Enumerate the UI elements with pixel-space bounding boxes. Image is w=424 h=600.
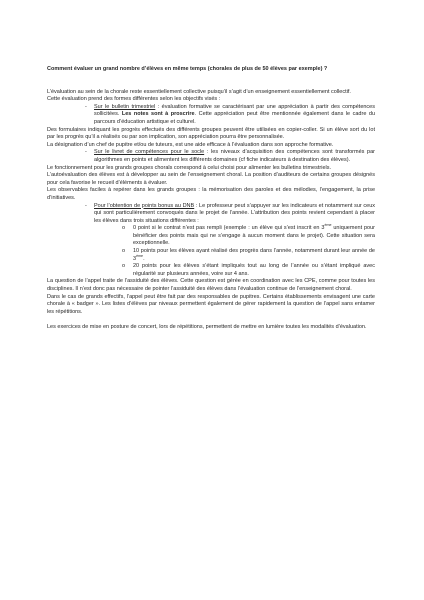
intro-paragraph: L’évaluation au sein de la chorale reste essentiellement collective puisqu’il s’agit d’un enseignement essentiellement collectif. <box>47 88 351 95</box>
circle-bullet: o <box>122 263 126 270</box>
dnb-text: : Le professeur peut s’appuyer sur les indicateurs et notamment sur ceux qui sont particulièrement convoqués dans le projet de l’année. L’attribution des points revient cependant à placer les élèves dans trois situations différentes : <box>94 202 375 224</box>
livret-label: Sur le livret de compétences pour le socle <box>94 149 205 156</box>
autoevaluation-paragraph: L’autoévaluation des élèves est à développer au sein de l’enseignement choral. La position d’auditeurs de certains groupes désignés pour cela favorise le recueil d’éléments à évaluer. <box>47 172 375 186</box>
bulletin-label: Sur le bulletin trimestriel <box>94 103 156 110</box>
paragraph-gap <box>47 316 375 324</box>
appel-paragraph: La question de l’appel traite de l’assiduité des élèves. Cette question est gérée en coordination avec les CPE, comme pour toutes les disciplines. Il n’est donc pas nécessaire de pointer l’assiduité des élèves dans l’évaluation continue de l’enseignement choral. <box>47 278 375 293</box>
sub-item-ten-points <box>47 248 375 263</box>
observables-paragraph: Les observables faciles à repérer dans les grands groupes : la mémorisation des paroles et des mélodies, l’engagement, la prise d’initiatives. <box>47 187 375 201</box>
sub-item-zero-points <box>47 225 375 248</box>
circle-bullet: o <box>122 225 126 232</box>
list-dash: - <box>85 103 87 110</box>
exercices-paragraph: Les exercices de mise en posture de concert, lors de répétitions, permettent de mettre en lumière toutes les modalités d’évaluation. <box>47 324 367 331</box>
list-dash: - <box>85 149 87 156</box>
fonctionnement-paragraph: Le fonctionnement pour les grands groupes chorals correspond à celui choisi pour alimenter les bulletins trimestriels. <box>47 164 332 171</box>
sub-item-twenty-points <box>47 263 375 278</box>
superscript: ème <box>136 253 144 258</box>
livret-text: : les niveaux d’acquisition des compétences sont transformés par algorithmes en points et alimentent les différents domaines (cf fiche indicateurs à destination des élèves). <box>94 149 375 163</box>
effectifs-paragraph: Dans le cas de grands effectifs, l’appel peut être fait par des responsables de pupitres. Certains établissements envisagent une carte chorale à « badger ». Les listes d’élèves par niveaux permettent également de gérer rapidement la question de l’appel sans entamer les répétitions. <box>47 293 375 315</box>
bulletin-bold-text: Les notes sont à proscrire <box>121 111 195 118</box>
list-item-livret <box>47 149 375 164</box>
list-dash: - <box>85 202 87 209</box>
progress-paragraph: Des formulaires indiquant les progrès effectués des différents groupes peuvent être utilisées en copier-coller. Si un élève sort du lot par les progrès qu’il a réalisés ou par son implication, son appréciation pourra être personnalisée. <box>47 126 375 141</box>
list-item-bulletin <box>47 104 375 127</box>
dnb-label: Pour l’obtention de points bonus au DNB <box>94 202 195 209</box>
ten-points-text-end: . <box>143 255 145 262</box>
bulletin-text: : évaluation formative se caractérisant par une appréciation à partir des compétences sollicitées. <box>94 103 375 118</box>
zero-points-text: 0 point si le contrat n’est pas rempli (exemple : un élève qui s’est inscrit en 3 <box>133 225 325 232</box>
twenty-points-text: 20 points pour les élèves s’étant impliqués tout au long de l’année ou s’étant impliqué avec régularité sur plusieurs années, voire sur 4 ans. <box>133 263 375 277</box>
superscript: ème <box>324 223 332 228</box>
forms-intro-paragraph: Cette évaluation prend des formes différentes selon les objectifs visés : <box>47 96 221 103</box>
ten-points-text: 10 points pour les élèves ayant réalisé des progrès dans l’année, notamment durant leur année de 3 <box>133 248 375 262</box>
bulletin-text-end: . Cette appréciation peut être mentionnée également dans le cadre du parcours d’éducation artistique et culturel. <box>94 111 375 125</box>
circle-bullet: o <box>122 248 126 255</box>
zero-points-text-end: uniquement pour bénéficier des points mais qui ne s’engage à aucun moment dans le projet). Cette situation sera exceptionnelle. <box>133 225 375 247</box>
document-title: Comment évaluer un grand nombre d’élèves en même temps (chorales de plus de 50 élèves par exemple) ? <box>47 66 328 72</box>
chef-paragraph: La désignation d’un chef de pupitre et/ou de tuteurs, est une aide efficace à l’évaluation dans son approche formative. <box>47 141 334 148</box>
list-item-dnb <box>47 203 375 226</box>
document-body <box>47 66 375 332</box>
